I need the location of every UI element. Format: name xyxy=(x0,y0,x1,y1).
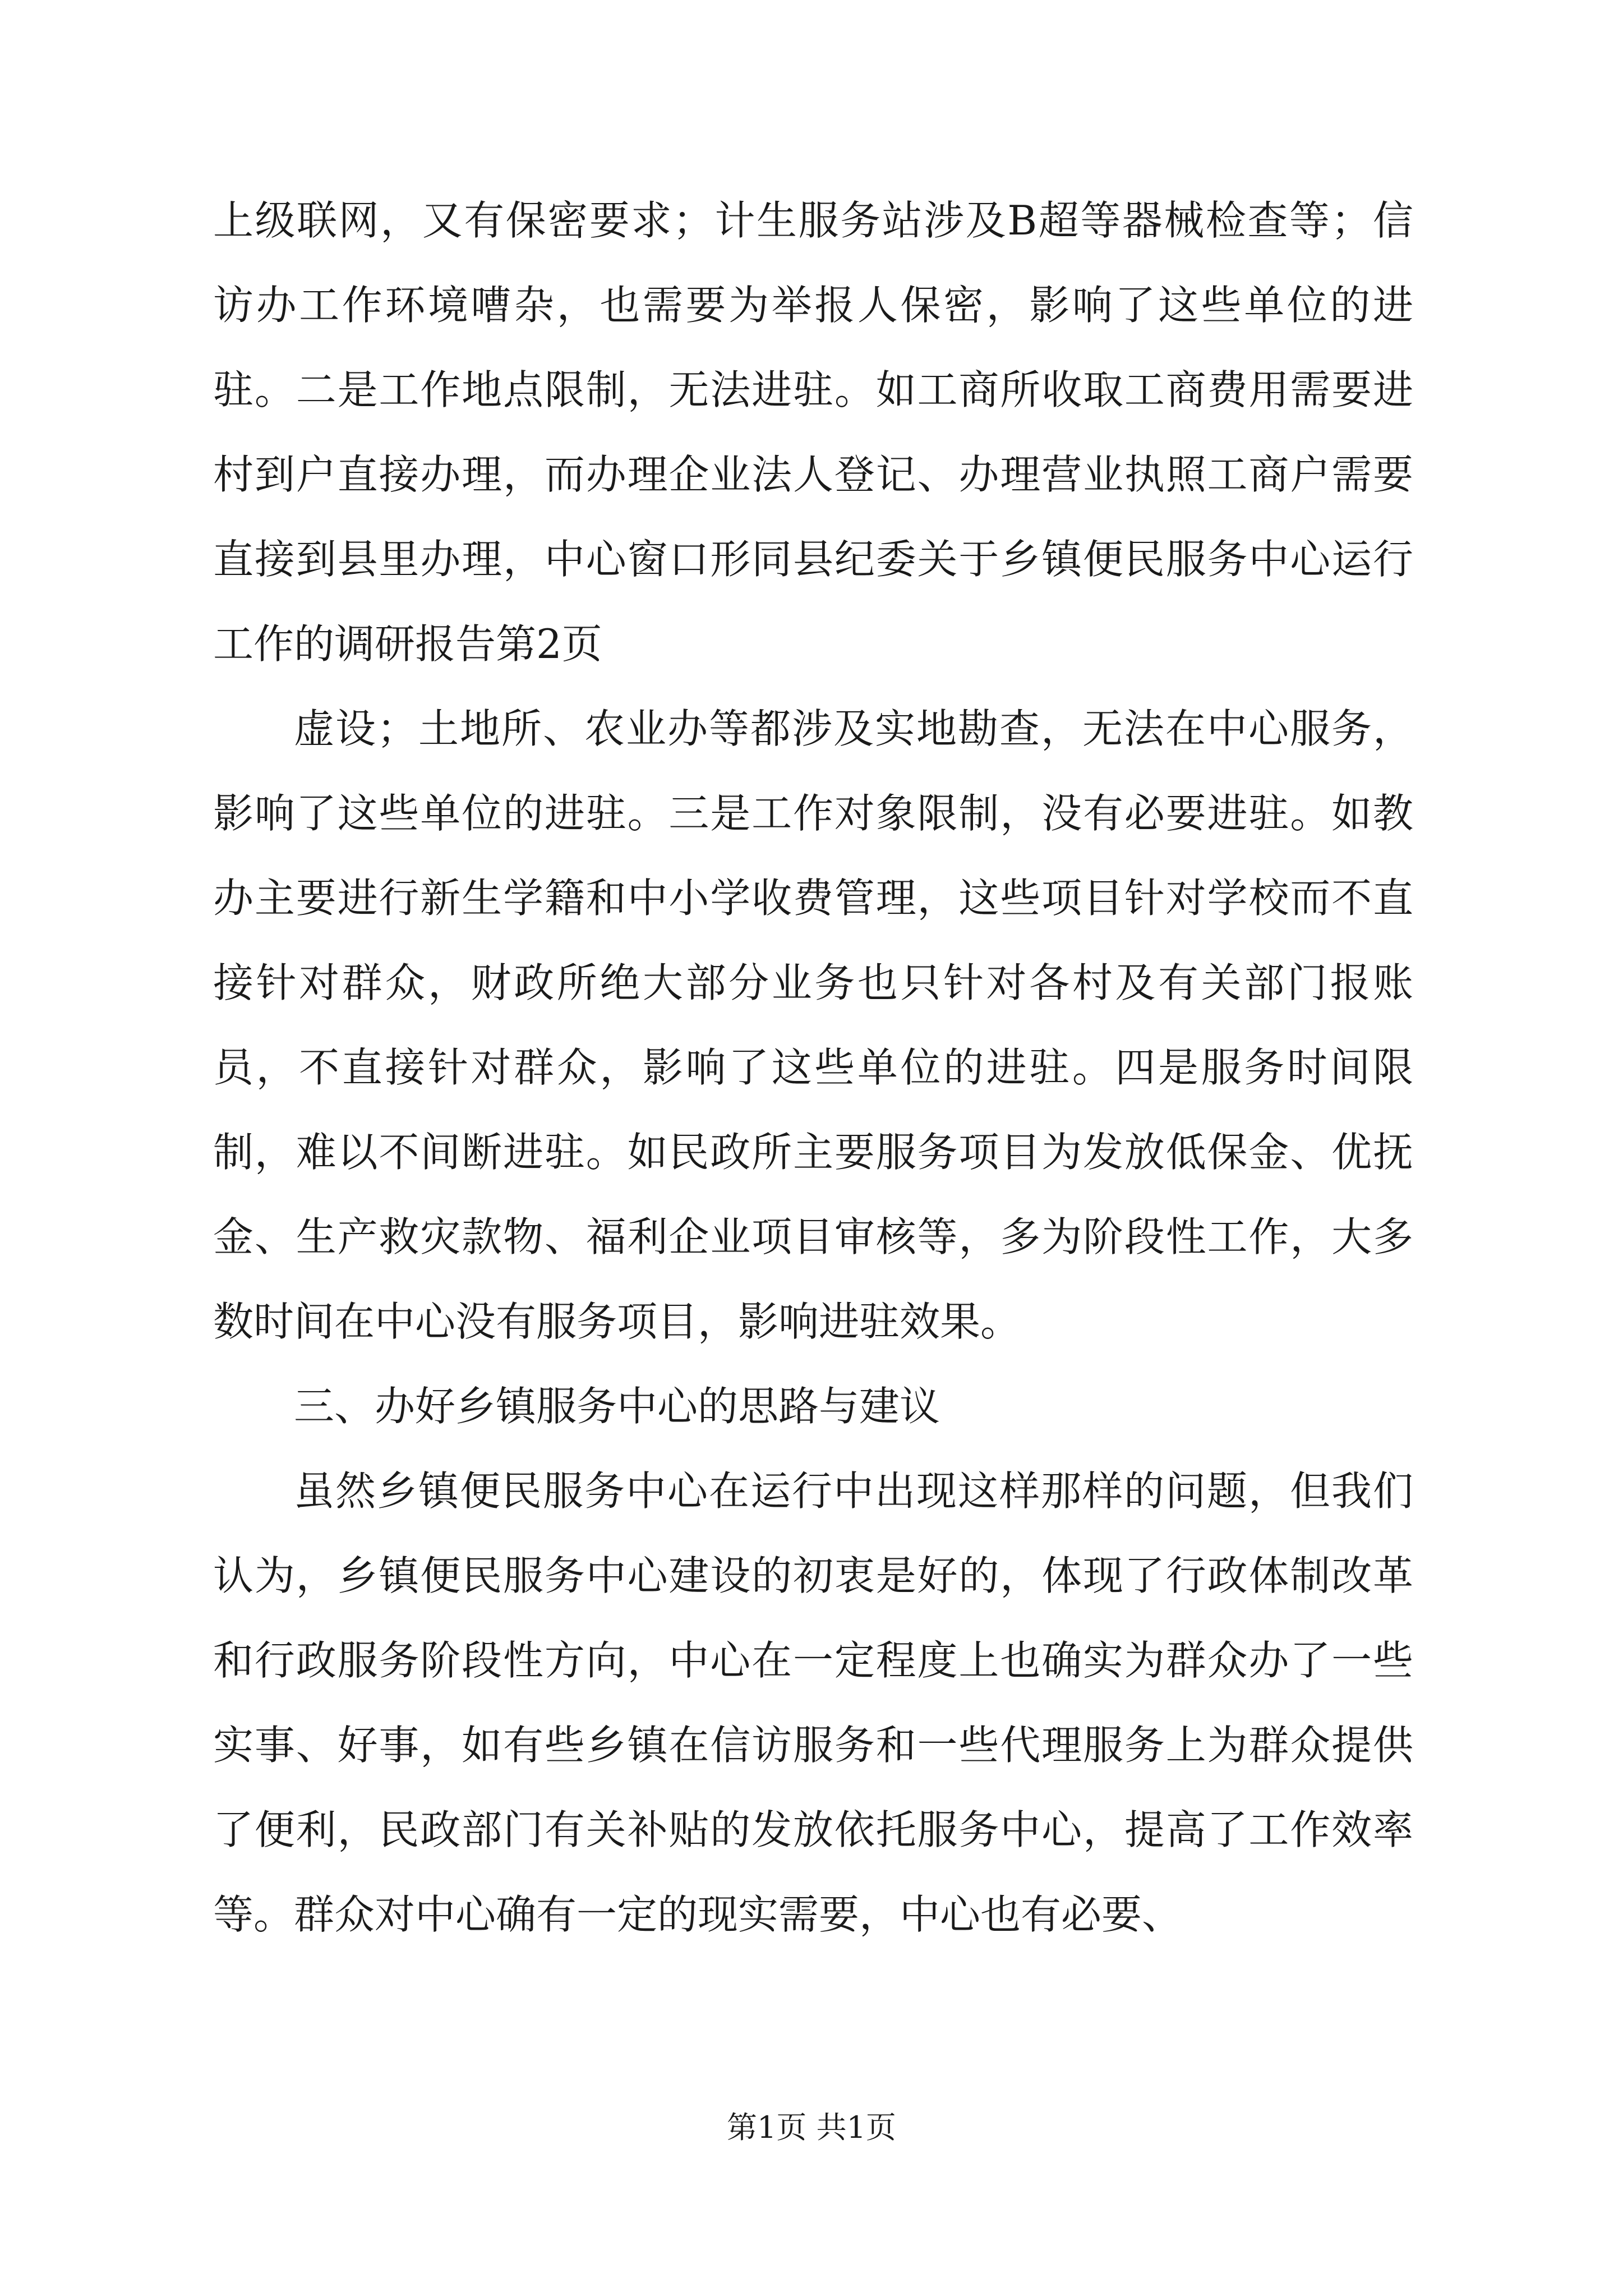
page-footer: 第1页 共1页 xyxy=(727,2110,896,2145)
paragraph-1: 上级联网，又有保密要求；计生服务站涉及B超等器械检查等；信访办工作环境嘈杂，也需要为举报人保密，影响了这些单位的进驻。二是工作地点限制，无法进驻。如工商所收取工商费用需要进村到户直接办理，而办理企业法人登记、办理营业执照工商户需要直接到县里办理，中心窗口形同县纪委关于乡镇便民服务中心运行工作的调研报告第2页 xyxy=(213,197,1413,668)
document-body xyxy=(213,178,1413,1957)
paragraph-2: 虚设；土地所、农业办等都涉及实地勘查，无法在中心服务，影响了这些单位的进驻。三是工作对象限制，没有必要进驻。如教办主要进行新生学籍和中小学收费管理，这些项目针对学校而不直接针对群众，财政所绝大部分业务也只针对各村及有关部门报账员，不直接针对群众，影响了这些单位的进驻。四是服务时间限制，难以不间断进驻。如民政所主要服务项目为发放低保金、优抚金、生产救灾款物、福利企业项目审核等，多为阶段性工作，大多数时间在中心没有服务项目，影响进驻效果。 xyxy=(213,705,1413,1345)
section-heading: 三、办好乡镇服务中心的思路与建议 xyxy=(294,1383,940,1430)
paragraph-3: 虽然乡镇便民服务中心在运行中出现这样那样的问题，但我们认为，乡镇便民服务中心建设的初衷是好的，体现了行政体制改革和行政服务阶段性方向，中心在一定程度上也确实为群众办了一些实事、好事，如有些乡镇在信访服务和一些代理服务上为群众提供了便利，民政部门有关补贴的发放依托服务中心，提高了工作效率等。群众对中心确有一定的现实需要，中心也有必要、 xyxy=(213,1467,1413,1938)
